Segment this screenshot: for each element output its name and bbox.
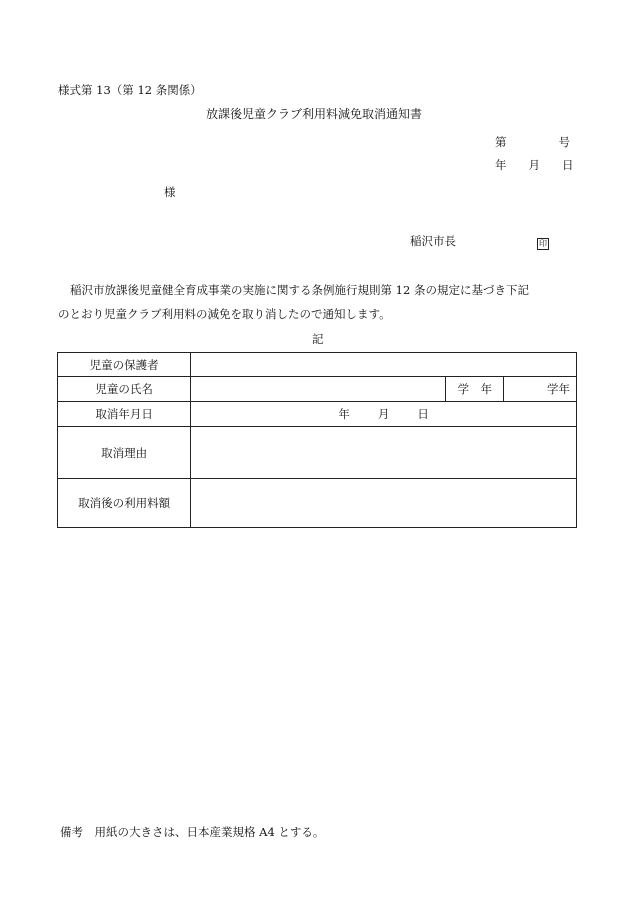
table-row-guardian xyxy=(58,353,577,377)
footnote: 備考 用紙の大きさは、日本産業規格 A4 とする。 xyxy=(60,825,325,839)
cancel-date-day: 日 xyxy=(417,407,429,421)
seal-mark xyxy=(537,235,549,250)
cancel-date-label: 取消年月日 xyxy=(58,402,191,427)
guardian-label: 児童の保護者 xyxy=(58,353,191,377)
reason-value xyxy=(191,427,577,479)
doc-no-prefix: 第 xyxy=(495,135,507,149)
grade-unit: 学年 xyxy=(504,377,577,402)
cancel-date-value xyxy=(191,402,577,427)
issue-date-year: 年 xyxy=(495,158,507,172)
document-title: 放課後児童クラブ利用料減免取消通知書 xyxy=(206,107,423,121)
fee-value xyxy=(191,479,577,528)
doc-no-suffix: 号 xyxy=(558,135,570,149)
grade-label: 学 年 xyxy=(446,377,504,402)
form-number: 様式第 13（第 12 条関係） xyxy=(58,83,202,97)
body-line-1: 稲沢市放課後児童健全育成事業の実施に関する条例施行規則第 12 条の規定に基づき下記 xyxy=(70,283,529,297)
issuer: 稲沢市長 xyxy=(410,234,456,248)
table-row-cancel-date xyxy=(58,402,577,427)
child-name-label: 児童の氏名 xyxy=(58,377,191,402)
notification-table xyxy=(57,352,577,528)
issue-date xyxy=(495,158,574,172)
table-row-reason xyxy=(58,427,577,479)
table-row-child-name xyxy=(58,377,577,402)
issue-date-month: 月 xyxy=(528,158,540,172)
body-paragraph xyxy=(58,278,588,326)
cancel-date-month: 月 xyxy=(377,407,390,421)
fee-label: 取消後の利用料額 xyxy=(58,479,191,528)
table-row-fee xyxy=(58,479,577,528)
reason-label: 取消理由 xyxy=(58,427,191,479)
child-name-value xyxy=(191,377,446,402)
body-line-2: のとおり児童クラブ利用料の減免を取り消したので通知します。 xyxy=(58,307,391,321)
document-number xyxy=(495,135,570,149)
ki-heading: 記 xyxy=(312,332,324,346)
cancel-date-year: 年 xyxy=(338,407,350,421)
addressee-suffix: 様 xyxy=(164,185,176,199)
guardian-value xyxy=(191,353,577,377)
issue-date-day: 日 xyxy=(562,158,574,172)
seal-icon: 印 xyxy=(539,239,547,248)
